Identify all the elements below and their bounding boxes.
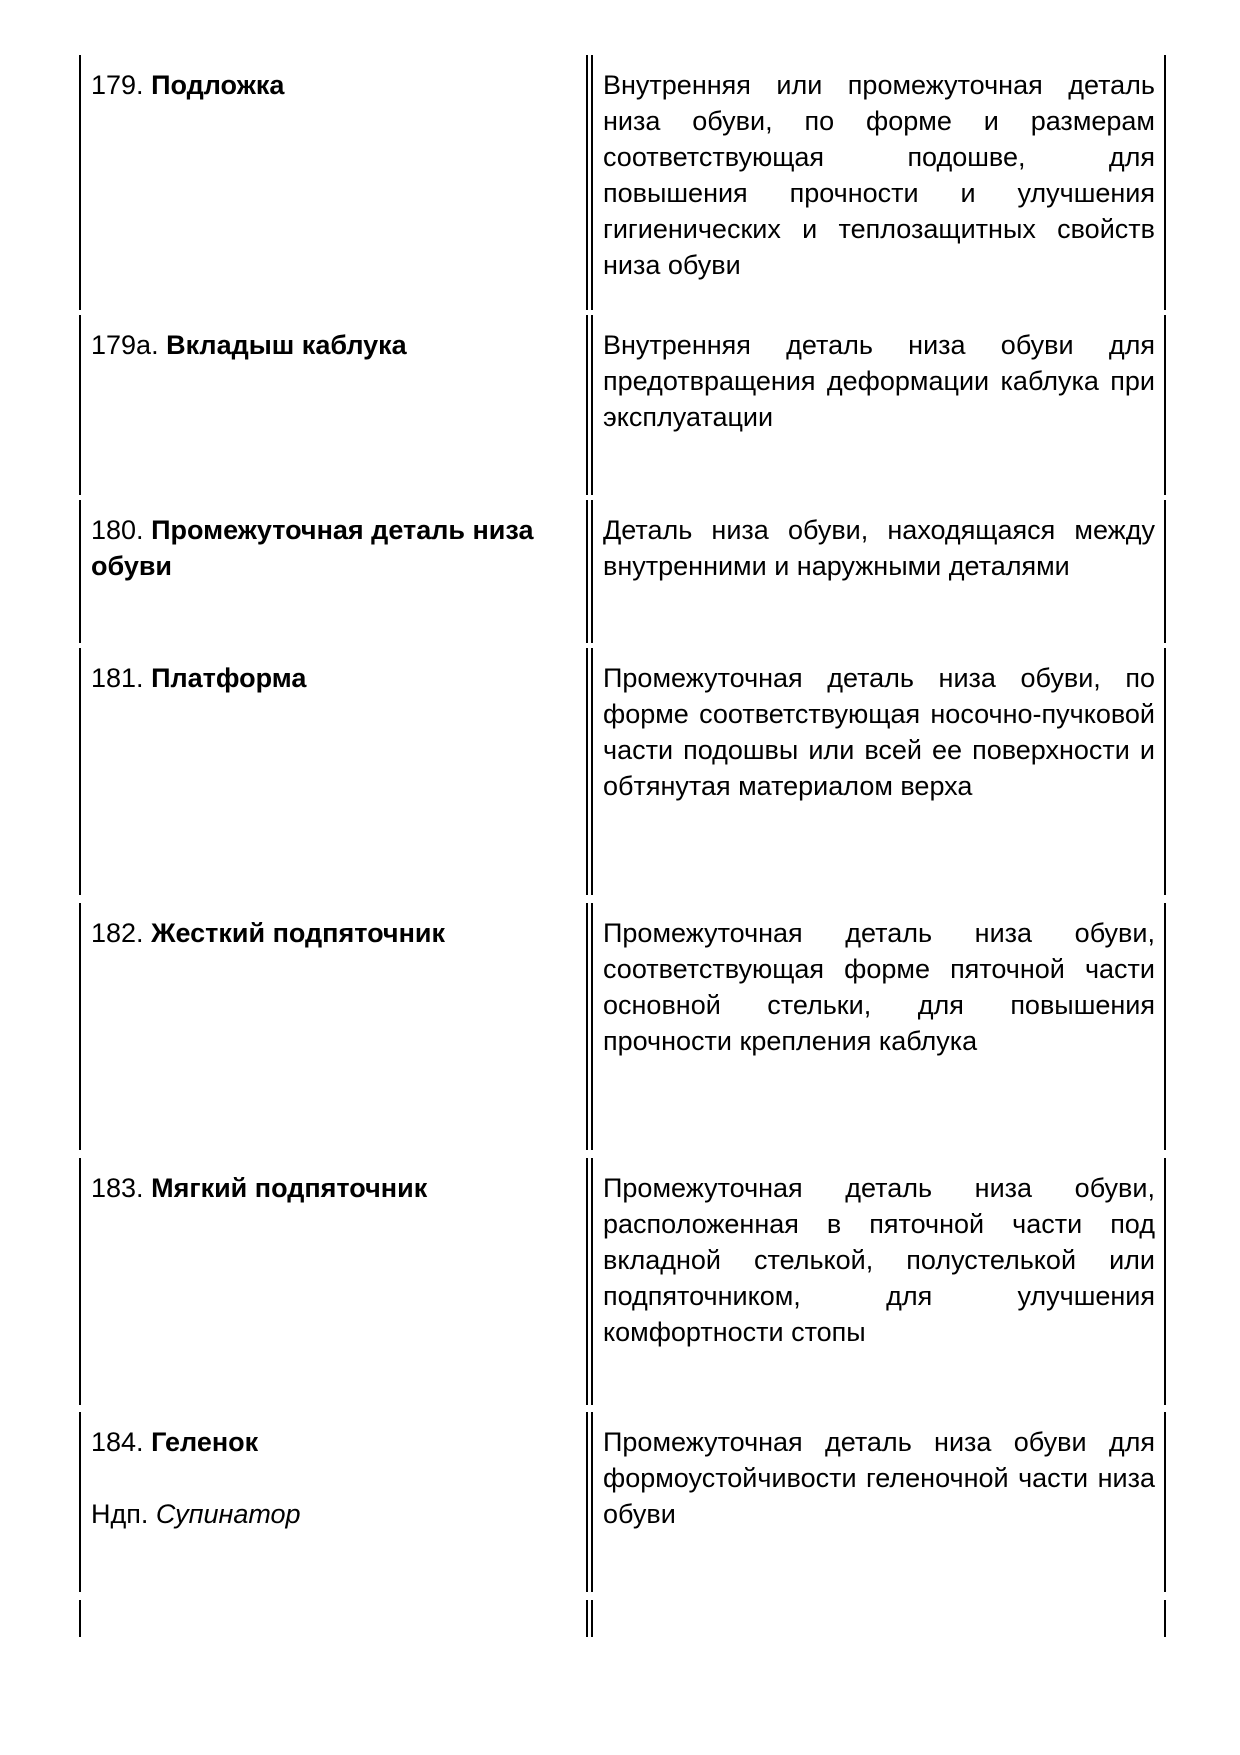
table-rule <box>586 648 588 895</box>
definition-cell: Внутренняя деталь низа обуви для предотвращения деформации каблука при эксплуатации <box>603 330 1155 432</box>
table-row <box>79 1158 1166 1405</box>
term-cell <box>91 915 579 951</box>
table-rule <box>591 500 593 643</box>
table-rule <box>79 1600 81 1637</box>
table-rule <box>1164 1412 1166 1592</box>
table-rule <box>586 1600 588 1637</box>
table-row <box>79 55 1166 310</box>
table-rule <box>1164 1158 1166 1405</box>
term-name: Промежуточная деталь низа обуви <box>91 515 534 581</box>
term-cell <box>91 1424 579 1532</box>
table-row <box>79 1412 1166 1592</box>
term-name: Платформа <box>151 663 307 693</box>
definition-cell: Промежуточная деталь низа обуви, по форме соответствующая носочно-пучковой части подошвы или всей ее поверхности и обтянутая материалом верха <box>603 663 1155 801</box>
note-prefix: Ндп. <box>91 1499 149 1529</box>
term-name: Жесткий подпяточник <box>151 918 446 948</box>
term-number: 179а. <box>91 330 159 360</box>
table-rule <box>591 1600 593 1637</box>
definition-cell: Деталь низа обуви, находящаяся между внутренними и наружными деталями <box>603 515 1155 581</box>
table-rule <box>591 903 593 1150</box>
term-number: 184. <box>91 1427 144 1457</box>
table-rule <box>586 903 588 1150</box>
table-rule <box>586 315 588 495</box>
definition-cell: Промежуточная деталь низа обуви, соответствующая форме пяточной части основной стельки, для повышения прочности крепления каблука <box>603 918 1155 1056</box>
table-rule <box>79 315 81 495</box>
term-name: Геленок <box>151 1427 259 1457</box>
definition-cell: Промежуточная деталь низа обуви для формоустойчивости геленочной части низа обуви <box>603 1427 1155 1529</box>
term-name: Вкладыш каблука <box>166 330 407 360</box>
term-number: 179. <box>91 70 144 100</box>
definition-cell: Внутренняя или промежуточная деталь низа обуви, по форме и размерам соответствующая подошве, для повышения прочности и улучшения гигиенических и теплозащитных свойств низа обуви <box>603 70 1155 280</box>
term-number: 183. <box>91 1173 144 1203</box>
table-rule <box>1164 1600 1166 1637</box>
table-row <box>79 500 1166 643</box>
term-number: 180. <box>91 515 144 545</box>
table-rule <box>586 500 588 643</box>
table-rule <box>586 1158 588 1405</box>
table-rule <box>79 903 81 1150</box>
term-cell <box>91 327 579 363</box>
term-name: Мягкий подпяточник <box>151 1173 428 1203</box>
table-row <box>79 315 1166 495</box>
table-rule <box>586 1412 588 1592</box>
table-rule <box>591 55 593 310</box>
table-rule <box>79 1158 81 1405</box>
term-cell <box>91 1170 579 1206</box>
term-name: Подложка <box>151 70 285 100</box>
table-rule <box>591 648 593 895</box>
table-rule <box>591 1412 593 1592</box>
term-number: 181. <box>91 663 144 693</box>
table-rule <box>1164 315 1166 495</box>
table-rule <box>586 55 588 310</box>
term-cell <box>91 67 579 103</box>
table-rule <box>1164 903 1166 1150</box>
term-cell <box>91 512 579 584</box>
table-rule <box>1164 648 1166 895</box>
table-rule <box>1164 500 1166 643</box>
table-rule <box>79 1412 81 1592</box>
table-rule <box>591 315 593 495</box>
table-row-continuation <box>79 1600 1166 1637</box>
table-row <box>79 903 1166 1150</box>
deprecated-term-note <box>91 1496 579 1532</box>
table-rule <box>79 55 81 310</box>
table-rule <box>79 648 81 895</box>
table-rule <box>1164 55 1166 310</box>
definition-cell: Промежуточная деталь низа обуви, расположенная в пяточной части под вкладной стелькой, полустелькой или подпяточником, для улучшения комфортности стопы <box>603 1173 1155 1347</box>
table-row <box>79 648 1166 895</box>
deprecated-term: Супинатор <box>155 1499 301 1529</box>
term-cell <box>91 660 579 696</box>
table-rule <box>79 500 81 643</box>
table-rule <box>591 1158 593 1405</box>
term-number: 182. <box>91 918 144 948</box>
